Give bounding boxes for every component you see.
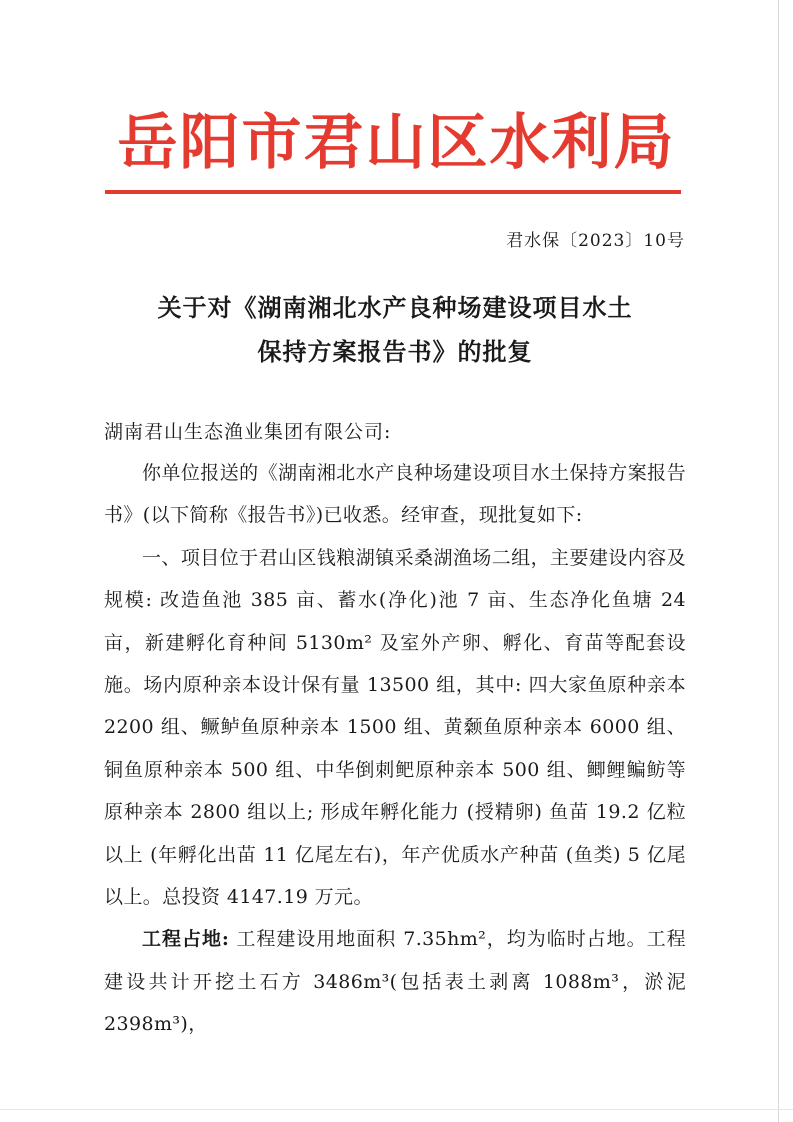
- land-use-text: 工程建设用地面积 7.35hm²，均为临时占地。工程建设共计开挖土石方 3486m³(包括表土剥离 1088m³，淤泥 2398m³)，: [104, 928, 687, 1036]
- paragraph-acknowledgement: 你单位报送的《湖南湘北水产良种场建设项目水土保持方案报告书》(以下简称《报告书》)已收悉。经审查，现批复如下:: [104, 462, 686, 527]
- addressee: 湖南君山生态渔业集团有限公司:: [104, 421, 392, 443]
- title-line-2: 保持方案报告书》的批复: [257, 337, 533, 366]
- land-use-heading: 工程占地:: [142, 928, 230, 951]
- issuer-masthead: 岳阳市君山区水利局: [117, 108, 676, 178]
- document-body: [104, 452, 686, 1046]
- paragraph-project-scope: 一、项目位于君山区钱粮湖镇采桑湖渔场二组，主要建设内容及规模: 改造鱼池 385 亩、蓄水(净化)池 7 亩、生态净化鱼塘 24 亩，新建孵化育种间 5130m² 及室外产卵、孵化、育苗等配套设施。场内原种亲本设计保有量 13500 组，其中: 四大家鱼原种亲本 2200 组、鳜鲈鱼原种亲本 1500 组、黄颡鱼原种亲本 6000 组、铜鱼原种亲本 500 组、中华倒刺鲃原种亲本 500 组、鲫鲤鳊鲂等原种亲本 2800 组以上; 形成年孵化能力 (授精卵) 鱼苗 19.2 亿粒以上 (年孵化出苗 11 亿尾左右)，年产优质水产种苗 (鱼类) 5 亿尾以上。总投资 4147.19 万元。: [104, 546, 686, 909]
- document-number: 君水保〔2023〕10号: [506, 231, 685, 251]
- paragraph-land-use: [104, 918, 686, 1045]
- page-bottom-edge: [0, 1109, 793, 1110]
- document-title: [90, 286, 700, 374]
- red-divider-rule: [105, 190, 681, 194]
- title-line-1: 关于对《湖南湘北水产良种场建设项目水土: [157, 293, 633, 322]
